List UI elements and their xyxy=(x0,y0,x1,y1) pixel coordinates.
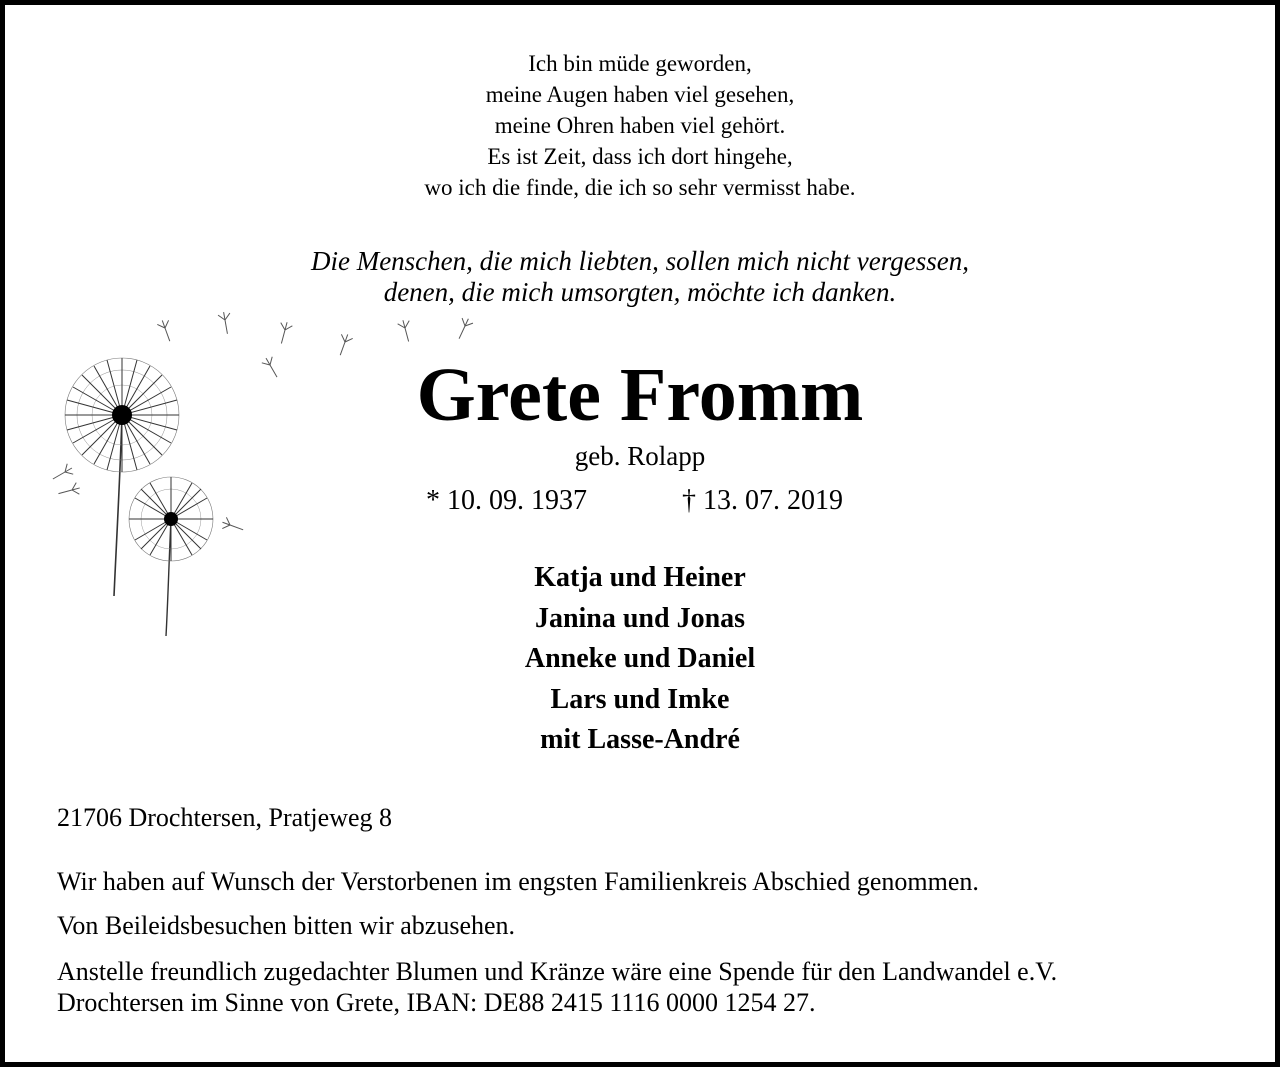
birth-date: * 10. 09. 1937 xyxy=(426,485,587,516)
donation-notice xyxy=(57,956,1057,1018)
condolence-notice: Von Beileidsbesuchen bitten wir abzusehen. xyxy=(57,911,516,940)
quote-line: Die Menschen, die mich liebten, sollen mich nicht vergessen, xyxy=(310,246,970,276)
mourner-entry: Janina und Jonas xyxy=(534,602,746,634)
address: 21706 Drochtersen, Pratjeweg 8 xyxy=(57,803,393,832)
mourners-list xyxy=(0,558,1280,761)
italic-quote xyxy=(0,246,1280,308)
death-date: † 13. 07. 2019 xyxy=(682,485,843,516)
mourner-entry: Katja und Heiner xyxy=(534,562,746,593)
poem-verse xyxy=(0,48,1280,203)
poem-line: Ich bin müde geworden, xyxy=(528,51,752,76)
deceased-name: Grete Fromm xyxy=(416,353,864,437)
quote-line: denen, die mich umsorgten, möchte ich danken. xyxy=(383,277,897,307)
mourner-entry: mit Lasse-André xyxy=(540,724,740,755)
poem-line: meine Augen haben viel gesehen, xyxy=(485,82,795,107)
poem-line: meine Ohren haben viel gehört. xyxy=(494,113,786,138)
mourner-entry: Anneke und Daniel xyxy=(524,643,756,674)
poem-line: Es ist Zeit, dass ich dort hingehe, xyxy=(487,144,793,169)
poem-line: wo ich die finde, die ich so sehr vermisst habe. xyxy=(424,175,856,200)
donation-line: Drochtersen im Sinne von Grete, IBAN: DE88 2415 1116 0000 1254 27. xyxy=(57,988,816,1017)
mourner-entry: Lars und Imke xyxy=(550,683,730,715)
donation-line: Anstelle freundlich zugedachter Blumen und Kränze wäre eine Spende für den Landwandel e.V. xyxy=(57,957,1058,986)
farewell-notice: Wir haben auf Wunsch der Verstorbenen im engsten Familienkreis Abschied genommen. xyxy=(57,867,979,896)
birth-name: geb. Rolapp xyxy=(574,441,706,471)
